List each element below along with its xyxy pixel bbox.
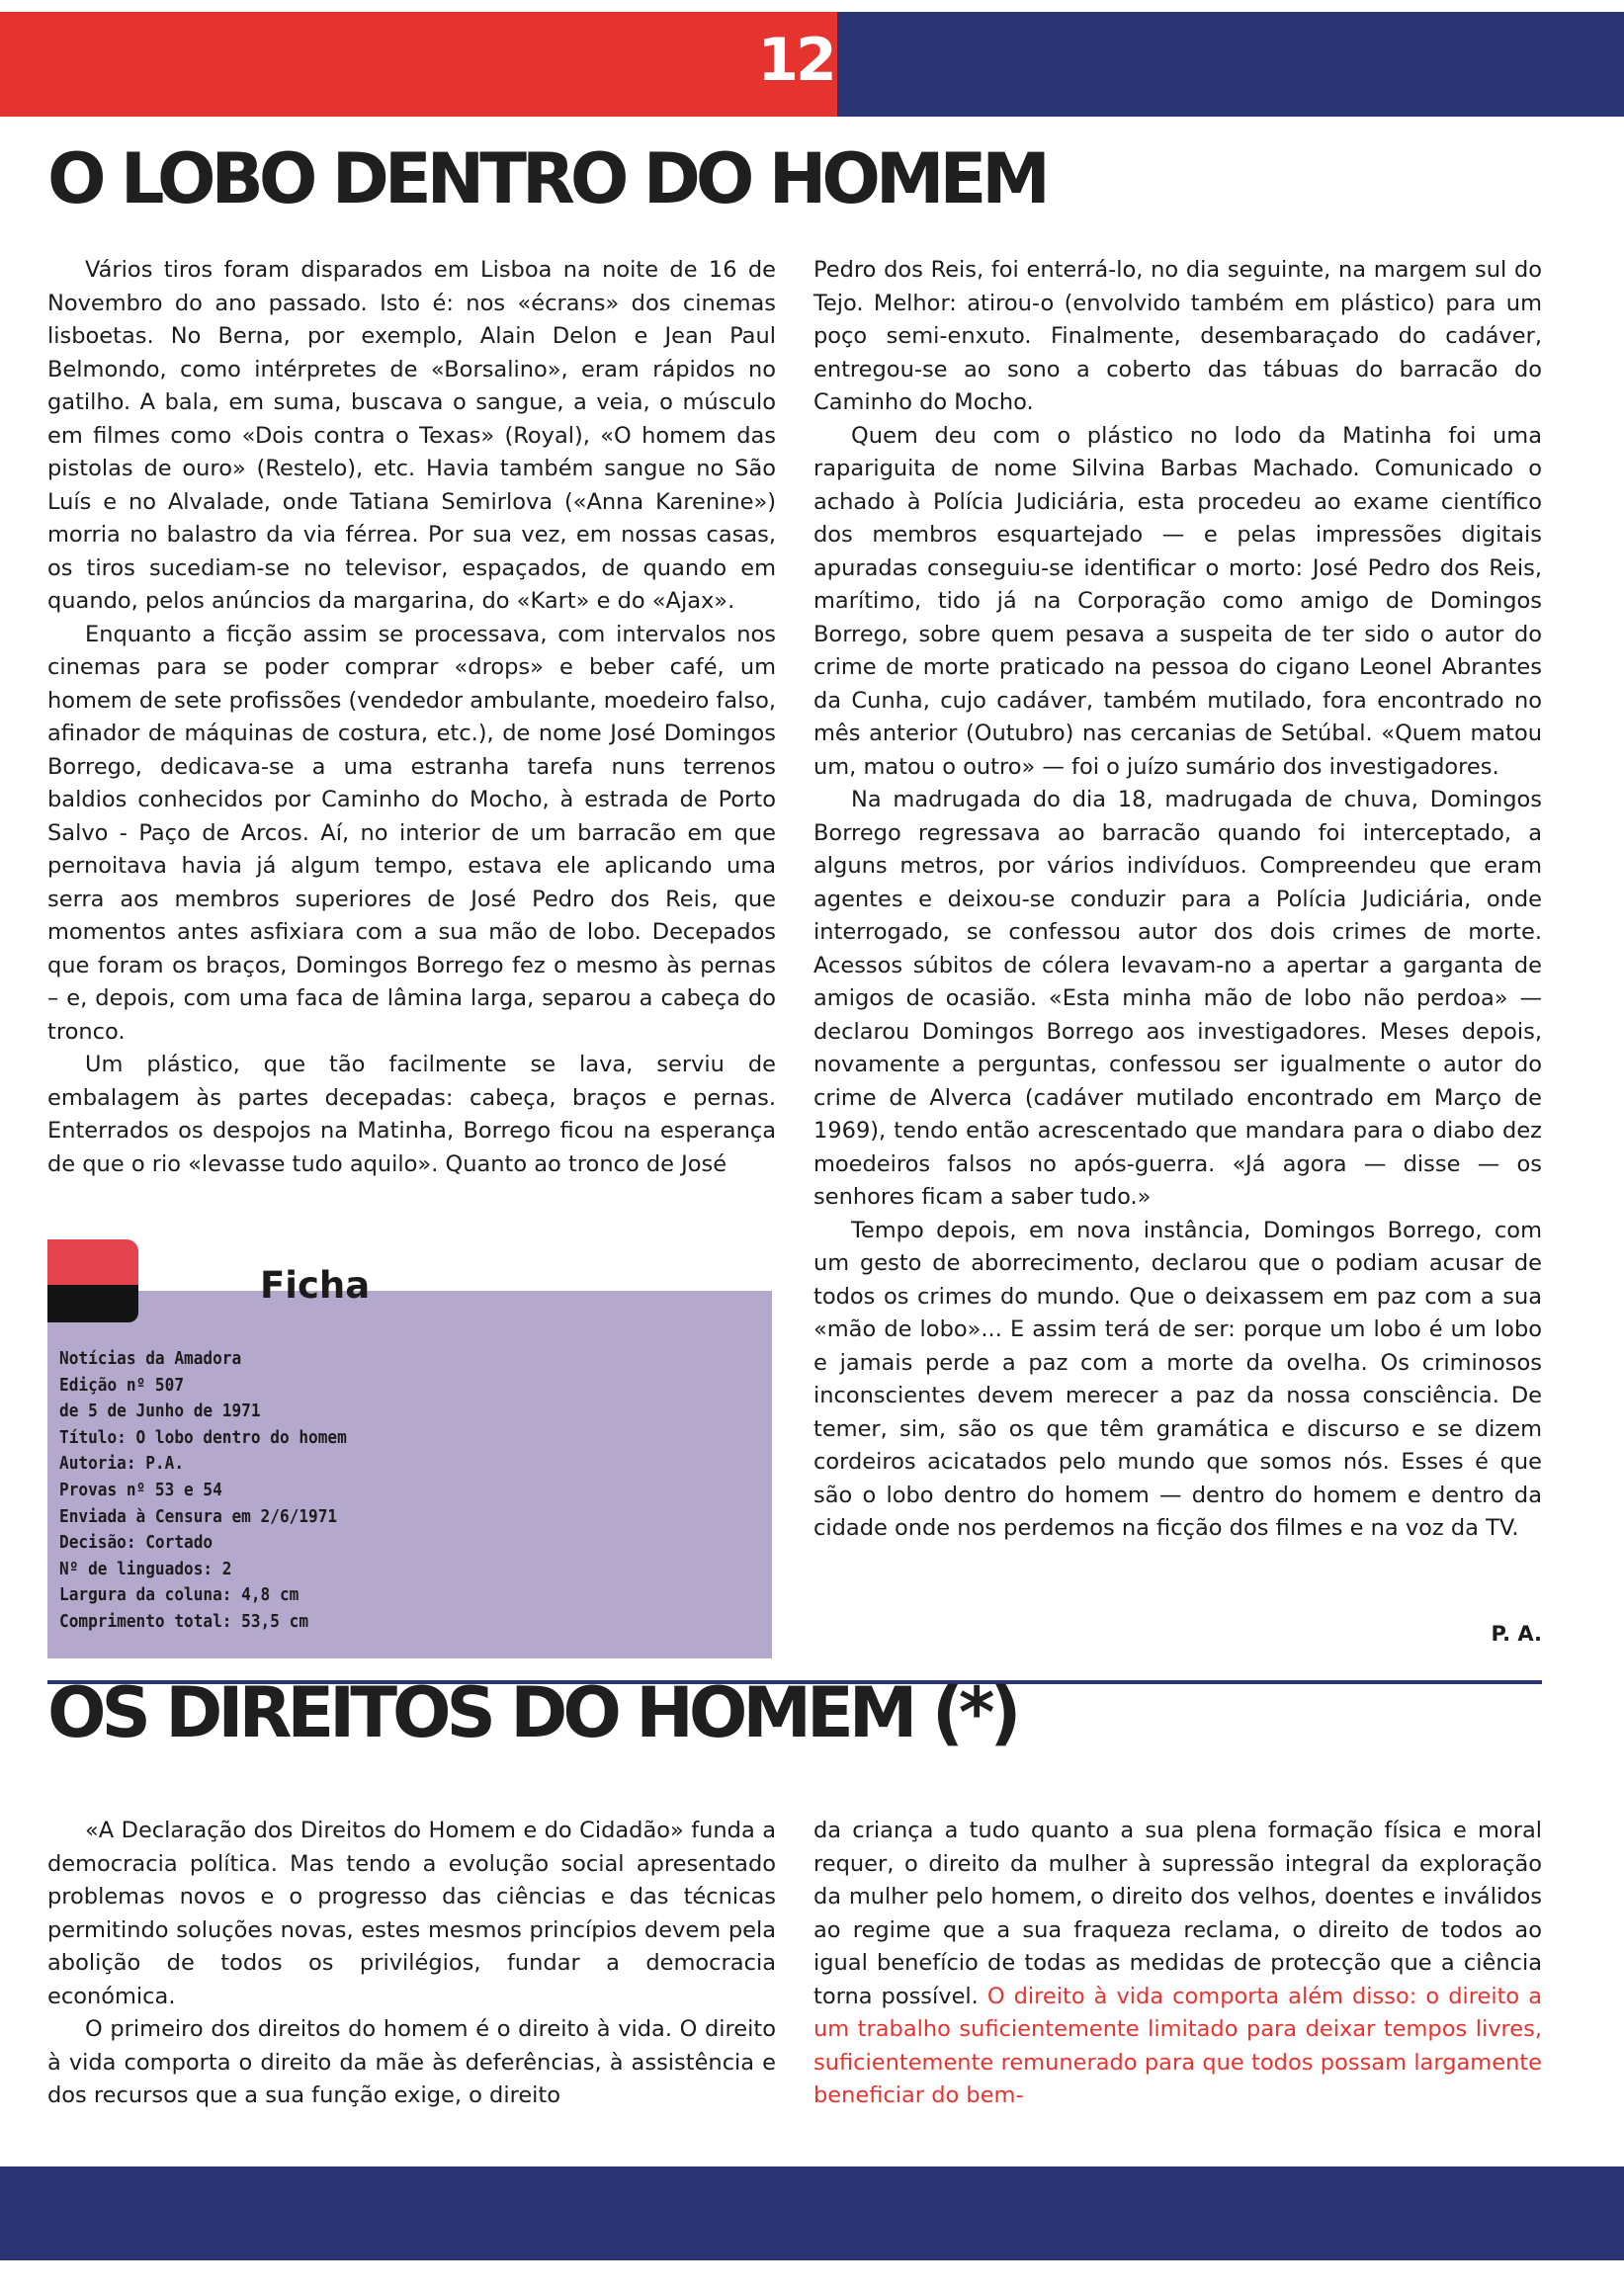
- article2-paragraph: «A Declaração dos Direitos do Homem e do Cidadão» funda a democracia política. Mas tendo a evolução social apresentado problemas novos e o progresso das ciências e das técnicas permitindo soluções novas, estes mesmos princípios devem pela abolição de todos os privilégios, fundar a democracia económica.: [47, 1818, 776, 2009]
- ficha-line: Notícias da Amadora: [59, 1349, 242, 1369]
- ficha-tab-black: [47, 1285, 138, 1322]
- top-bar-blue: [837, 12, 1624, 117]
- ficha-line: Provas nº 53 e 54: [59, 1480, 222, 1500]
- ficha-title: Ficha: [260, 1264, 371, 1307]
- top-bar-red: [0, 12, 837, 117]
- ficha-line: Largura da coluna: 4,8 cm: [59, 1585, 299, 1606]
- article1-paragraph: Na madrugada do dia 18, madrugada de chuva, Domingos Borrego regressava ao barracão quando foi interceptado, a alguns metros, por vários indivíduos. Compreendeu que eram agentes e deixou-se conduzir para a Polícia Judiciária, onde interrogado, se confessou autor dos dois crimes de morte. Acessos súbitos de cólera levavam-no a apertar a garganta de amigos de ocasião. «Esta minha mão de lobo não perdoa» — declarou Domingos Borrego aos investigadores. Meses depois, novamente a perguntas, confessou ser igualmente o autor do crime de Alverca (cadáver mutilado encontrado em Março de 1969), tendo então acrescentado que mandara para o diabo dez moedeiros falsos no após-guerra. «Já agora — disse — os senhores ficam a saber tudo.»: [813, 787, 1542, 1210]
- article-title-lobo: O LOBO DENTRO DO HOMEM: [47, 138, 1046, 219]
- page-number: 12: [757, 26, 834, 95]
- ficha-line: Título: O lobo dentro do homem: [59, 1427, 347, 1448]
- article2-column-left: [47, 1815, 776, 2113]
- article1-paragraph: Vários tiros foram disparados em Lisboa na noite de 16 de Novembro do ano passado. Isto é: nos «écrans» dos cinemas lisboetas. No Berna, por exemplo, Alain Delon e Jean Paul Belmondo, como intérpretes de «Borsalino», eram rápidos no gatilho. A bala, em suma, buscava o sangue, a veia, o músculo em filmes como «Dois contra o Texas» (Royal), «O homem das pistolas de ouro» (Restelo), etc. Havia também sangue no São Luís e no Alvalade, onde Tatiana Semirlova («Anna Karenine») morria no balastro da via férrea. Por sua vez, em nossas casas, os tiros sucediam-se no televisor, espaçados, de quando em quando, pelos anúncios da margarina, do «Kart» e do «Ajax».: [47, 257, 776, 614]
- top-color-bar: [0, 12, 1624, 117]
- ficha-line: de 5 de Junho de 1971: [59, 1401, 261, 1422]
- article2-text-red: O direito à vida comporta além disso: o direito a um trabalho suficientemente limitado para deixar tempos livres, suficientemente remunerado para que todos possam largamente beneficiar do bem-: [813, 1983, 1542, 2108]
- article1-column-right: [813, 254, 1542, 1546]
- article2-paragraph: [813, 1815, 1542, 2113]
- ficha-line: Comprimento total: 53,5 cm: [59, 1611, 309, 1632]
- article1-paragraph: Pedro dos Reis, foi enterrá-lo, no dia seguinte, na margem sul do Tejo. Melhor: atirou-o (envolvido também em plástico) para um poço semi-enxuto. Finalmente, desembaraçado do cadáver, entregou-se ao sono a coberto das tábuas do barracão do Caminho do Mocho.: [813, 257, 1542, 415]
- article2-paragraph: O primeiro dos direitos do homem é o direito à vida. O direito à vida comporta o direito da mãe às deferências, à assistência e dos recursos que a sua função exige, o direito: [47, 2016, 776, 2108]
- ficha-tab-red: [47, 1239, 138, 1285]
- ficha-line: Decisão: Cortado: [59, 1533, 214, 1554]
- article-title-direitos: OS DIREITOS DO HOMEM (*): [47, 1672, 1017, 1753]
- ficha-line: Enviada à Censura em 2/6/1971: [59, 1506, 338, 1527]
- ficha-line: Edição nº 507: [59, 1375, 185, 1396]
- ficha-line: Nº de linguados: 2: [59, 1559, 232, 1579]
- ficha-line: Autoria: P.A.: [59, 1454, 185, 1475]
- ficha-lines: [59, 1346, 347, 1636]
- article1-paragraph: Tempo depois, em nova instância, Domingos Borrego, com um gesto de aborrecimento, declarou que o podiam acusar de todos os crimes do mundo. Que o deixassem em paz com a sua «mão de lobo»... E assim terá de ser: porque um lobo é um lobo e jamais perde a paz com a morte da ovelha. Os criminosos inconscientes devem merecer a paz da nossa consciência. De temer, sim, são os que têm gramática e discurso e se dizem cordeiros acicatados pelo mundo que somos nós. Esses é que são o lobo dentro do homem — dentro do homem e dentro da cidade onde nos perdemos na ficção dos filmes e na voz da TV.: [813, 1217, 1542, 1541]
- article1-paragraph: Um plástico, que tão facilmente se lava, serviu de embalagem às partes decepadas: cabeça, braços e pernas. Enterrados os despojos na Matinha, Borrego ficou na esperança de que o rio «levasse tudo aquilo». Quanto ao tronco de José: [47, 1052, 776, 1177]
- article2-text-black: da criança a tudo quanto a sua plena formação física e moral requer, o direito da mulher à supressão integral da exploração da mulher pelo homem, o direito dos velhos, doentes e inválidos ao regime que a sua fraqueza reclama, o direito de todos ao igual benefício de todas as medidas de protecção que a ciência torna possível.: [813, 1818, 1542, 2009]
- author-signature: P. A.: [1491, 1622, 1542, 1646]
- article2-column-right: [813, 1815, 1542, 2113]
- bottom-color-bar: [0, 2166, 1624, 2260]
- article1-column-left: [47, 254, 776, 1181]
- article1-paragraph: Enquanto a ficção assim se processava, com intervalos nos cinemas para se poder comprar «drops» e beber café, um homem de sete profissões (vendedor ambulante, moedeiro falso, afinador de máquinas de costura, etc.), de nome José Domingos Borrego, dedicava-se a uma estranha tarefa nuns terrenos baldios conhecidos por Caminho do Mocho, à estrada de Porto Salvo - Paço de Arcos. Aí, no interior de um barracão em que pernoitava havia já algum tempo, estava ele aplicando uma serra aos membros superiores de José Pedro dos Reis, que momentos antes asfixiara com a sua mão de lobo. Decepados que foram os braços, Domingos Borrego fez o mesmo às pernas – e, depois, com uma faca de lâmina larga, separou a cabeça do tronco.: [47, 621, 776, 1045]
- article1-paragraph: Quem deu com o plástico no lodo da Matinha foi uma rapariguita de nome Silvina Barbas Machado. Comunicado o achado à Polícia Judiciária, esta procedeu ao exame científico dos membros esquartejado — e pelas impressões digitais apuradas conseguiu-se identificar o morto: José Pedro dos Reis, marítimo, tido já na Corporação como amigo de Domingos Borrego, sobre quem pesava a suspeita de ter sido o autor do crime de morte praticado na pessoa do cigano Leonel Abrantes da Cunha, cujo cadáver, também mutilado, fora encontrado no mês anterior (Outubro) nas cercanias de Setúbal. «Quem matou um, matou o outro» — foi o juízo sumário dos investigadores.: [813, 422, 1542, 780]
- ficha-box: [47, 1264, 772, 1658]
